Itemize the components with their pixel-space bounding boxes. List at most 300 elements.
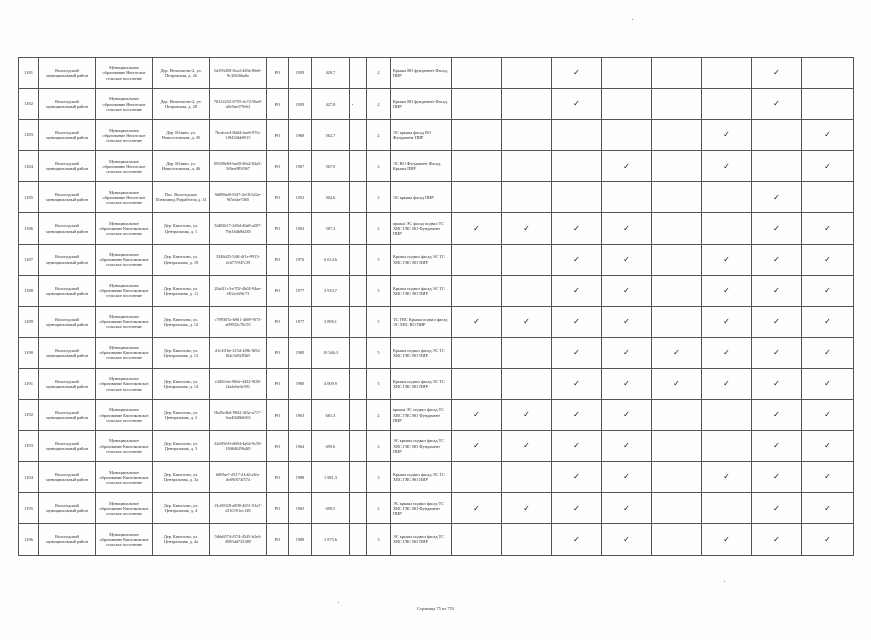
work-type-cell-2 (502, 524, 552, 555)
fund-form-cell: РО (267, 182, 289, 213)
check-mark-icon: ✓ (573, 223, 580, 233)
settlement-cell: Муниципальное образование Кипелковское сельское поселение (96, 431, 153, 462)
work-type-cell-2 (502, 400, 552, 431)
work-type-cell-5 (652, 368, 702, 399)
fund-form-cell: РО (267, 58, 289, 89)
work-type-cell-5 (652, 182, 702, 213)
district-cell: Вологодский муниципальный район (39, 275, 96, 306)
blank-cell (350, 400, 367, 431)
work-type-cell-3 (552, 337, 602, 368)
work-type-cell-5 (652, 58, 702, 89)
area-cell: 1 981,3 (312, 462, 350, 493)
work-type-cell-3 (552, 58, 602, 89)
check-mark-icon: ✓ (773, 254, 780, 264)
build-year-cell: 1980 (289, 368, 312, 399)
floors-cell: 3 (367, 524, 391, 555)
settlement-cell: Муниципальное образование Непотское сельское поселение (96, 58, 153, 89)
row-number-cell: 1181 (19, 58, 39, 89)
blank-cell (350, 275, 367, 306)
row-number-cell: 1192 (19, 400, 39, 431)
blank-cell (350, 120, 367, 151)
works-cell: ЭС крыша фасад ВО Фундамент ПИР (391, 120, 452, 151)
check-mark-icon: ✓ (673, 348, 680, 358)
address-cell: Дер. Кипелово, ул. Центральная, д. 10 (153, 244, 210, 275)
floors-cell: 5 (367, 306, 391, 337)
check-mark-icon: ✓ (573, 254, 580, 264)
work-type-cell-8 (802, 182, 854, 213)
district-cell: Вологодский муниципальный район (39, 337, 96, 368)
work-type-cell-3 (552, 306, 602, 337)
check-mark-icon: ✓ (723, 348, 730, 358)
fund-form-cell: РО (267, 337, 289, 368)
blank-cell (350, 58, 367, 89)
table-row (19, 275, 854, 306)
check-mark-icon: ✓ (723, 534, 730, 544)
scan-speck (338, 602, 339, 603)
address-cell: Дер. Кипелово, ул. Центральная, д. 14 (153, 368, 210, 399)
build-year-cell: 1988 (289, 524, 312, 555)
blank-cell (350, 306, 367, 337)
work-type-cell-8 (802, 151, 854, 182)
work-type-cell-8 (802, 337, 854, 368)
work-type-cell-2 (502, 337, 552, 368)
table-row (19, 182, 854, 213)
floors-cell: 2 (367, 431, 391, 462)
work-type-cell-4 (602, 462, 652, 493)
table-row (19, 213, 854, 244)
floors-cell: 2 (367, 213, 391, 244)
check-mark-icon: ✓ (523, 317, 530, 326)
work-type-cell-8 (802, 89, 854, 120)
settlement-cell: Муниципальное образование Кипелковское сельское поселение (96, 400, 153, 431)
check-mark-icon: ✓ (824, 223, 831, 233)
works-cell: Крыша ВО фундамент Фасад, ПИР (391, 58, 452, 89)
work-type-cell-2 (502, 182, 552, 213)
works-cell: Крыша подвал фасад ЭС ТС ХВС ГВС ВО ПИР (391, 337, 452, 368)
works-cell: ЭС ВО Фундамент Фасад, Крыша ПИР (391, 151, 452, 182)
row-number-cell: 1188 (19, 275, 39, 306)
table-row (19, 58, 854, 89)
work-type-cell-1 (452, 244, 502, 275)
works-cell: Крыша подвал фасад ЭС ТС ХВС ГВС ВО ПИР (391, 462, 452, 493)
area-cell: 10 546,3 (312, 337, 350, 368)
floors-cell: 5 (367, 275, 391, 306)
work-type-cell-6 (702, 89, 752, 120)
work-type-cell-6 (702, 182, 752, 213)
address-cell: Дер. Кипелово, ул. Центральная, д. 3 (153, 431, 210, 462)
settlement-cell: Муниципальное образование Кипелковское сельское поселение (96, 275, 153, 306)
works-cell: крыша ЭС подвал фасад ТС ХВС ГВС ВО Фундамент ПИР (391, 400, 452, 431)
settlement-cell: Муниципальное образование Непотское сельское поселение (96, 89, 153, 120)
check-mark-icon: ✓ (523, 410, 530, 420)
address-cell: Дер. Кипелово, ул. Центральная, д. 4 (153, 493, 210, 524)
work-type-cell-3 (552, 462, 602, 493)
area-cell: 304,6 (312, 182, 350, 213)
works-cell: Крыша подвал фасад ЭС ТС ХВС ГВС ВО ПИР (391, 244, 452, 275)
work-type-cell-8 (802, 213, 854, 244)
work-type-cell-6 (702, 151, 752, 182)
work-type-cell-8 (802, 368, 854, 399)
house-guid-cell: 76312252-6795-4c72-9be8-a8c9ae379e62 (210, 89, 267, 120)
blank-cell (350, 493, 367, 524)
fund-form-cell: РО (267, 368, 289, 399)
work-type-cell-1 (452, 524, 502, 555)
check-mark-icon: ✓ (824, 317, 831, 326)
build-year-cell: 1980 (289, 337, 312, 368)
settlement-cell: Муниципальное образование Кипелковское сельское поселение (96, 306, 153, 337)
work-type-cell-3 (552, 89, 602, 120)
area-cell: 427,8 (312, 89, 350, 120)
work-type-cell-2 (502, 368, 552, 399)
work-type-cell-5 (652, 524, 702, 555)
work-type-cell-8 (802, 400, 854, 431)
check-mark-icon: ✓ (723, 472, 730, 482)
work-type-cell-4 (602, 368, 652, 399)
check-mark-icon: ✓ (473, 441, 480, 451)
check-mark-icon: ✓ (673, 379, 680, 389)
blank-cell (350, 244, 367, 275)
check-mark-icon: ✓ (723, 254, 730, 264)
work-type-cell-1 (452, 337, 502, 368)
row-number-cell: 1189 (19, 306, 39, 337)
work-type-cell-4 (602, 524, 652, 555)
work-type-cell-3 (552, 151, 602, 182)
house-guid-cell: 5fd03617-2d9d-40a8-a507-79a16db8d283 (210, 213, 267, 244)
work-type-cell-3 (552, 213, 602, 244)
work-type-cell-4 (602, 275, 652, 306)
settlement-cell: Муниципальное образование Непотское сельское поселение (96, 182, 153, 213)
table-row (19, 493, 854, 524)
row-number-cell: 1195 (19, 493, 39, 524)
work-type-cell-5 (652, 431, 702, 462)
area-cell: 699,5 (312, 493, 350, 524)
work-type-cell-5 (652, 306, 702, 337)
work-type-cell-6 (702, 400, 752, 431)
work-type-cell-7 (752, 400, 802, 431)
work-type-cell-3 (552, 368, 602, 399)
check-mark-icon: ✓ (623, 317, 630, 326)
address-cell: Дер. Юлино, ул. Новоселовская, д. 46 (153, 151, 210, 182)
build-year-cell: 1988 (289, 462, 312, 493)
check-mark-icon: ✓ (623, 472, 630, 482)
work-type-cell-2 (502, 493, 552, 524)
fund-form-cell: РО (267, 462, 289, 493)
district-cell: Вологодский муниципальный район (39, 368, 96, 399)
blank-cell (350, 524, 367, 555)
settlement-cell: Муниципальное образование Кипелковское сельское поселение (96, 524, 153, 555)
work-type-cell-2 (502, 58, 552, 89)
fund-form-cell: РО (267, 213, 289, 244)
work-type-cell-4 (602, 182, 652, 213)
work-type-cell-7 (752, 462, 802, 493)
floors-cell: 2 (367, 400, 391, 431)
check-mark-icon: ✓ (573, 285, 580, 295)
check-mark-icon: ✓ (523, 223, 530, 233)
address-cell: Дер. Кипелово, ул. Центральная, д. 11 (153, 275, 210, 306)
fund-form-cell: РО (267, 306, 289, 337)
work-type-cell-5 (652, 400, 702, 431)
check-mark-icon: ✓ (824, 285, 831, 295)
table-row (19, 89, 854, 120)
district-cell: Вологодский муниципальный район (39, 58, 96, 89)
work-type-cell-6 (702, 120, 752, 151)
check-mark-icon: ✓ (824, 161, 831, 171)
work-type-cell-3 (552, 524, 602, 555)
check-mark-icon: ✓ (723, 161, 730, 171)
work-type-cell-2 (502, 89, 552, 120)
address-cell: Дер. Непотягово-2, ул. Петровская, д. 26 (153, 58, 210, 89)
fund-form-cell: РО (267, 493, 289, 524)
area-cell: 3 899,1 (312, 306, 350, 337)
floors-cell: 5 (367, 244, 391, 275)
settlement-cell: Муниципальное образование Непотское сельское поселение (96, 120, 153, 151)
work-type-cell-7 (752, 275, 802, 306)
district-cell: Вологодский муниципальный район (39, 151, 96, 182)
work-type-cell-3 (552, 493, 602, 524)
check-mark-icon: ✓ (723, 379, 730, 389)
build-year-cell: 1977 (289, 275, 312, 306)
work-type-cell-2 (502, 151, 552, 182)
row-number-cell: 1193 (19, 431, 39, 462)
fund-form-cell: РО (267, 431, 289, 462)
check-mark-icon: ✓ (824, 472, 831, 482)
works-cell: Крыша ВО фундамент Фасад, ПИР (391, 89, 452, 120)
work-type-cell-2 (502, 462, 552, 493)
district-cell: Вологодский муниципальный район (39, 431, 96, 462)
check-mark-icon: ✓ (824, 348, 831, 358)
check-mark-icon: ✓ (773, 68, 780, 78)
table-row (19, 524, 854, 555)
build-year-cell: 1965 (289, 493, 312, 524)
floors-cell: 2 (367, 58, 391, 89)
check-mark-icon: ✓ (573, 503, 580, 513)
house-guid-cell: 22e89c03-d684-4a64-9c59-18464629b4f0 (210, 431, 267, 462)
work-type-cell-7 (752, 58, 802, 89)
check-mark-icon: ✓ (773, 192, 780, 202)
floors-cell: 2 (367, 89, 391, 120)
area-cell: 3 910,7 (312, 275, 350, 306)
check-mark-icon: ✓ (824, 503, 831, 513)
check-mark-icon: ✓ (824, 379, 831, 389)
work-type-cell-4 (602, 151, 652, 182)
work-type-cell-6 (702, 493, 752, 524)
check-mark-icon: ✓ (773, 534, 780, 544)
work-type-cell-4 (602, 58, 652, 89)
works-cell: Крыша подвал фасад ЭС ТС ХВС ГВС ВО ПИР (391, 275, 452, 306)
work-type-cell-7 (752, 337, 802, 368)
work-type-cell-4 (602, 431, 652, 462)
check-mark-icon: ✓ (473, 410, 480, 420)
work-type-cell-4 (602, 213, 652, 244)
work-type-cell-4 (602, 244, 652, 275)
work-type-cell-4 (602, 400, 652, 431)
build-year-cell: 1959 (289, 89, 312, 120)
address-cell: Дер. Кипелово, ул. Центральная, д. 3а (153, 462, 210, 493)
check-mark-icon: ✓ (623, 503, 630, 513)
build-year-cell: 1968 (289, 120, 312, 151)
check-mark-icon: ✓ (623, 348, 630, 358)
fund-form-cell: РО (267, 244, 289, 275)
check-mark-icon: ✓ (573, 534, 580, 544)
check-mark-icon: ✓ (623, 410, 630, 420)
works-cell: ЭС крыша подвал фасад ТС ХВС ГВС ВО Фундамент ПИР (391, 493, 452, 524)
house-guid-cell: e3d5fcbe-966e-4432-9f38-f2a4ebe3e591 (210, 368, 267, 399)
floors-cell: 2 (367, 151, 391, 182)
area-cell: 4 009,9 (312, 368, 350, 399)
floors-cell: 5 (367, 337, 391, 368)
work-type-cell-2 (502, 244, 552, 275)
check-mark-icon: ✓ (773, 317, 780, 326)
area-cell: 567,0 (312, 151, 350, 182)
address-cell: Дер. Непотягово-2, ул. Петровская, д. 28 (153, 89, 210, 120)
work-type-cell-4 (602, 493, 652, 524)
fund-form-cell: РО (267, 151, 289, 182)
check-mark-icon: ✓ (824, 254, 831, 264)
house-guid-cell: d1c3f16e-215d-4f9b-8f52-f64c5e828365 (210, 337, 267, 368)
check-mark-icon: ✓ (723, 317, 730, 326)
work-type-cell-8 (802, 462, 854, 493)
table-row (19, 120, 854, 151)
settlement-cell: Муниципальное образование Кипелковское сельское поселение (96, 337, 153, 368)
table-row (19, 431, 854, 462)
build-year-cell: 1959 (289, 58, 312, 89)
row-number-cell: 1184 (19, 151, 39, 182)
house-guid-cell: 13c69328-a898-4651-81a7-d161191ec128 (210, 493, 267, 524)
area-cell: 699,6 (312, 431, 350, 462)
work-type-cell-7 (752, 120, 802, 151)
check-mark-icon: ✓ (573, 410, 580, 420)
work-type-cell-1 (452, 213, 502, 244)
work-type-cell-1 (452, 431, 502, 462)
fund-form-cell: РО (267, 120, 289, 151)
table-row (19, 368, 854, 399)
work-type-cell-2 (502, 306, 552, 337)
work-type-cell-8 (802, 120, 854, 151)
work-type-cell-5 (652, 337, 702, 368)
check-mark-icon: ✓ (824, 441, 831, 451)
work-type-cell-3 (552, 431, 602, 462)
area-cell: 587,3 (312, 213, 350, 244)
check-mark-icon: ✓ (473, 503, 480, 513)
district-cell: Вологодский муниципальный район (39, 120, 96, 151)
work-type-cell-8 (802, 493, 854, 524)
row-number-cell: 1187 (19, 244, 39, 275)
check-mark-icon: ✓ (773, 503, 780, 513)
scan-speck (632, 19, 633, 20)
table-row (19, 244, 854, 275)
work-type-cell-5 (652, 462, 702, 493)
check-mark-icon: ✓ (773, 410, 780, 420)
scan-speck (724, 581, 725, 582)
check-mark-icon: ✓ (523, 503, 530, 513)
build-year-cell: 1963 (289, 400, 312, 431)
work-type-cell-8 (802, 431, 854, 462)
blank-cell (350, 462, 367, 493)
floors-cell: 3 (367, 462, 391, 493)
settlement-cell: Муниципальное образование Кипелковское сельское поселение (96, 368, 153, 399)
build-year-cell: 1977 (289, 306, 312, 337)
district-cell: Вологодский муниципальный район (39, 213, 96, 244)
fund-form-cell: РО (267, 275, 289, 306)
floors-cell: 5 (367, 368, 391, 399)
work-type-cell-2 (502, 431, 552, 462)
row-number-cell: 1182 (19, 89, 39, 120)
check-mark-icon: ✓ (773, 348, 780, 358)
build-year-cell: 1976 (289, 244, 312, 275)
check-mark-icon: ✓ (773, 99, 780, 109)
address-cell: Дер. Кипелово, ул. Центральная, д. 1 (153, 213, 210, 244)
check-mark-icon: ✓ (773, 223, 780, 233)
work-type-cell-7 (752, 244, 802, 275)
work-type-cell-2 (502, 213, 552, 244)
check-mark-icon: ✓ (773, 285, 780, 295)
work-type-cell-4 (602, 89, 652, 120)
district-cell: Вологодский муниципальный район (39, 306, 96, 337)
work-type-cell-5 (652, 89, 702, 120)
check-mark-icon: ✓ (523, 441, 530, 451)
fund-form-cell: РО (267, 524, 289, 555)
work-type-cell-6 (702, 213, 752, 244)
work-type-cell-1 (452, 151, 502, 182)
check-mark-icon: ✓ (473, 223, 480, 233)
address-cell: Дер. Кипелово, ул. Центральная, д. 12 (153, 306, 210, 337)
work-type-cell-1 (452, 58, 502, 89)
check-mark-icon: ✓ (573, 472, 580, 482)
build-year-cell: 1964 (289, 431, 312, 462)
row-number-cell: 1186 (19, 213, 39, 244)
work-type-cell-7 (752, 182, 802, 213)
check-mark-icon: ✓ (623, 254, 630, 264)
check-mark-icon: ✓ (473, 317, 480, 326)
blank-cell (350, 431, 367, 462)
work-type-cell-6 (702, 58, 752, 89)
check-mark-icon: ✓ (773, 472, 780, 482)
floors-cell: 2 (367, 182, 391, 213)
work-type-cell-5 (652, 151, 702, 182)
works-cell: ТС ГВС Крыша подвал фасад ЭС ХВС ВО ПИР (391, 306, 452, 337)
work-type-cell-8 (802, 524, 854, 555)
blank-cell (350, 337, 367, 368)
house-guid-cell: 7bcdcee4-8dd4-4ae6-97fc-1f9434bb9015 (210, 120, 267, 151)
work-type-cell-7 (752, 89, 802, 120)
check-mark-icon: ✓ (824, 130, 831, 140)
check-mark-icon: ✓ (573, 348, 580, 358)
work-type-cell-1 (452, 182, 502, 213)
work-type-cell-5 (652, 493, 702, 524)
table-row (19, 400, 854, 431)
works-cell: крыша ЭС фасад подвал ТС ХВС ГВС ВО Фундамент ПИР (391, 213, 452, 244)
district-cell: Вологодский муниципальный район (39, 89, 96, 120)
page-footer: Страница 75 из 753 (416, 606, 455, 611)
works-cell: Крыша подвал фасад ЭС ТС ХВС ГВС ВО ПИР (391, 368, 452, 399)
work-type-cell-3 (552, 120, 602, 151)
table-row (19, 337, 854, 368)
check-mark-icon: ✓ (623, 534, 630, 544)
work-type-cell-3 (552, 400, 602, 431)
work-type-cell-7 (752, 493, 802, 524)
check-mark-icon: ✓ (573, 317, 580, 326)
work-type-cell-5 (652, 275, 702, 306)
check-mark-icon: ✓ (773, 441, 780, 451)
check-mark-icon: ✓ (573, 99, 580, 109)
address-cell: Дер. Кипелово, ул. Центральная, д. 4а (153, 524, 210, 555)
check-mark-icon: ✓ (573, 441, 580, 451)
work-type-cell-1 (452, 275, 502, 306)
works-cell: ЭС крыша подвал фасад ТС ХВС ГВС ВО ПИР (391, 524, 452, 555)
check-mark-icon: ✓ (623, 223, 630, 233)
work-type-cell-8 (802, 58, 854, 89)
house-guid-cell: 0a393458-8ca4-449a-86e6-9c3f826ba6e (210, 58, 267, 89)
